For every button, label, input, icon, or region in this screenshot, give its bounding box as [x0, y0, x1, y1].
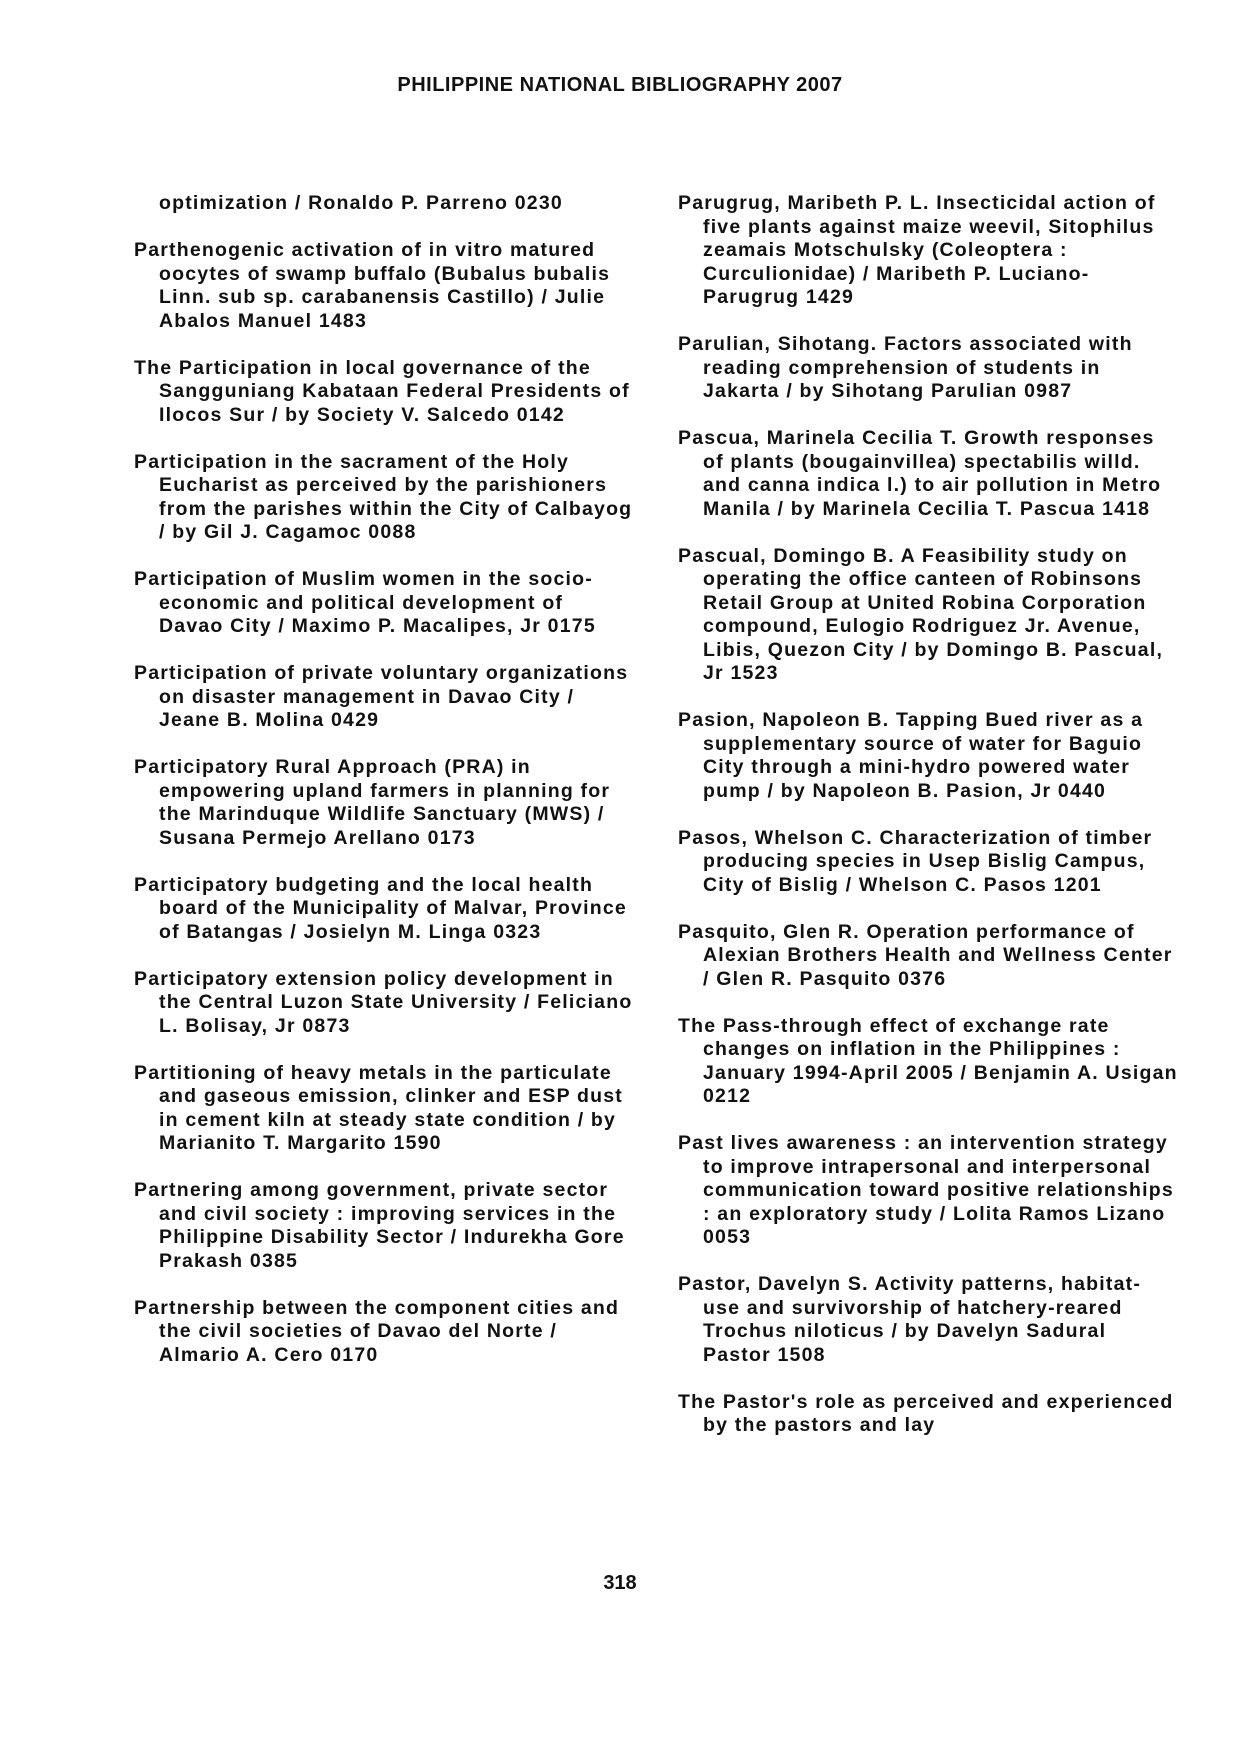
bibliography-entry: Partnership between the component cities and the civil societies of Davao del Norte / Almario A. Cero 0170	[134, 1296, 620, 1366]
bibliography-entry: Participation of private voluntary organizations on disaster management in Davao City / Jeane B. Molina 0429	[134, 662, 629, 731]
bibliography-entry: Pasquito, Glen R. Operation performance of Alexian Brothers Health and Wellness Center / Glen R. Pasquito 0376	[678, 920, 1173, 990]
bibliography-entry: Partnering among government, private sector and civil society : improving services in the Philippine Disability Sector / Indurekha Gore Prakash 0385	[134, 1179, 625, 1272]
bibliography-entry: The Pass-through effect of exchange rate changes on inflation in the Philippines : January 1994-April 2005 / Benjamin A. Usigan 0212	[678, 1014, 1178, 1107]
bibliography-entry: optimization / Ronaldo P. Parreno 0230	[159, 192, 563, 214]
bibliography-column-left	[134, 192, 634, 1391]
bibliography-entry: Past lives awareness : an intervention strategy to improve intrapersonal and interpersonal communication toward positive relationships : an exploratory study / Lolita Ramos Lizano 0053	[678, 1132, 1174, 1248]
bibliography-entry: Pascual, Domingo B. A Feasibility study on operating the office canteen of Robinsons Retail Group at United Robina Corporation compound, Eulogio Rodriguez Jr. Avenue, Libis, Quezon City / by Domingo B. Pascual, Jr 1523	[678, 544, 1164, 684]
page-number: 318	[603, 1572, 637, 1594]
bibliography-entry: Parulian, Sihotang. Factors associated with reading comprehension of students in Jakarta / by Sihotang Parulian 0987	[678, 333, 1133, 402]
page-header-title: PHILIPPINE NATIONAL BIBLIOGRAPHY 2007	[397, 74, 843, 96]
bibliography-entry: The Participation in local governance of the Sangguniang Kabataan Federal Presidents of Ilocos Sur / by Society V. Salcedo 0142	[134, 356, 630, 426]
bibliography-entry: Participatory extension policy development in the Central Luzon State University / Feliciano L. Bolisay, Jr 0873	[134, 967, 633, 1037]
bibliography-entry: Partitioning of heavy metals in the particulate and gaseous emission, clinker and ESP dust in cement kiln at steady state condition / by Marianito T. Margarito 1590	[134, 1061, 624, 1154]
bibliography-entry: Participation in the sacrament of the Holy Eucharist as perceived by the parishioners from the parishes within the City of Calbayog / by Gil J. Cagamoc 0088	[134, 450, 633, 543]
bibliography-entry: The Pastor's role as perceived and experienced by the pastors and lay	[678, 1390, 1174, 1436]
bibliography-entry: Parthenogenic activation of in vitro matured oocytes of swamp buffalo (Bubalus bubalis Linn. sub sp. carabanensis Castillo) / Julie Abalos Manuel 1483	[134, 239, 611, 332]
bibliography-entry: Parugrug, Maribeth P. L. Insecticidal action of five plants against maize weevil, Sitophilus zeamais Motschulsky (Coleoptera : Curculionidae) / Maribeth P. Luciano-Parugrug 1429	[678, 192, 1156, 308]
bibliography-entry: Pasion, Napoleon B. Tapping Bued river as a supplementary source of water for Baguio City through a mini-hydro powered water pump / by Napoleon B. Pasion, Jr 0440	[678, 709, 1144, 802]
bibliography-entry: Pasos, Whelson C. Characterization of timber producing species in Usep Bislig Campus, City of Bislig / Whelson C. Pasos 1201	[678, 826, 1153, 896]
bibliography-entry: Pastor, Davelyn S. Activity patterns, habitat-use and survivorship of hatchery-reared Trochus niloticus / by Davelyn Sadural Pastor 1508	[678, 1273, 1142, 1366]
bibliography-entry: Participatory budgeting and the local health board of the Municipality of Malvar, Province of Batangas / Josielyn M. Linga 0323	[134, 873, 627, 943]
bibliography-column-right	[678, 192, 1178, 1461]
bibliography-entry: Pascua, Marinela Cecilia T. Growth responses of plants (bougainvillea) spectabilis willd. and canna indica l.) to air pollution in Metro Manila / by Marinela Cecilia T. Pascua 1418	[678, 427, 1162, 520]
bibliography-entry: Participation of Muslim women in the socio-economic and political development of Davao City / Maximo P. Macalipes, Jr 0175	[134, 568, 596, 637]
bibliography-entry: Participatory Rural Approach (PRA) in empowering upland farmers in planning for the Marinduque Wildlife Sanctuary (MWS) / Susana Permejo Arellano 0173	[134, 756, 611, 849]
